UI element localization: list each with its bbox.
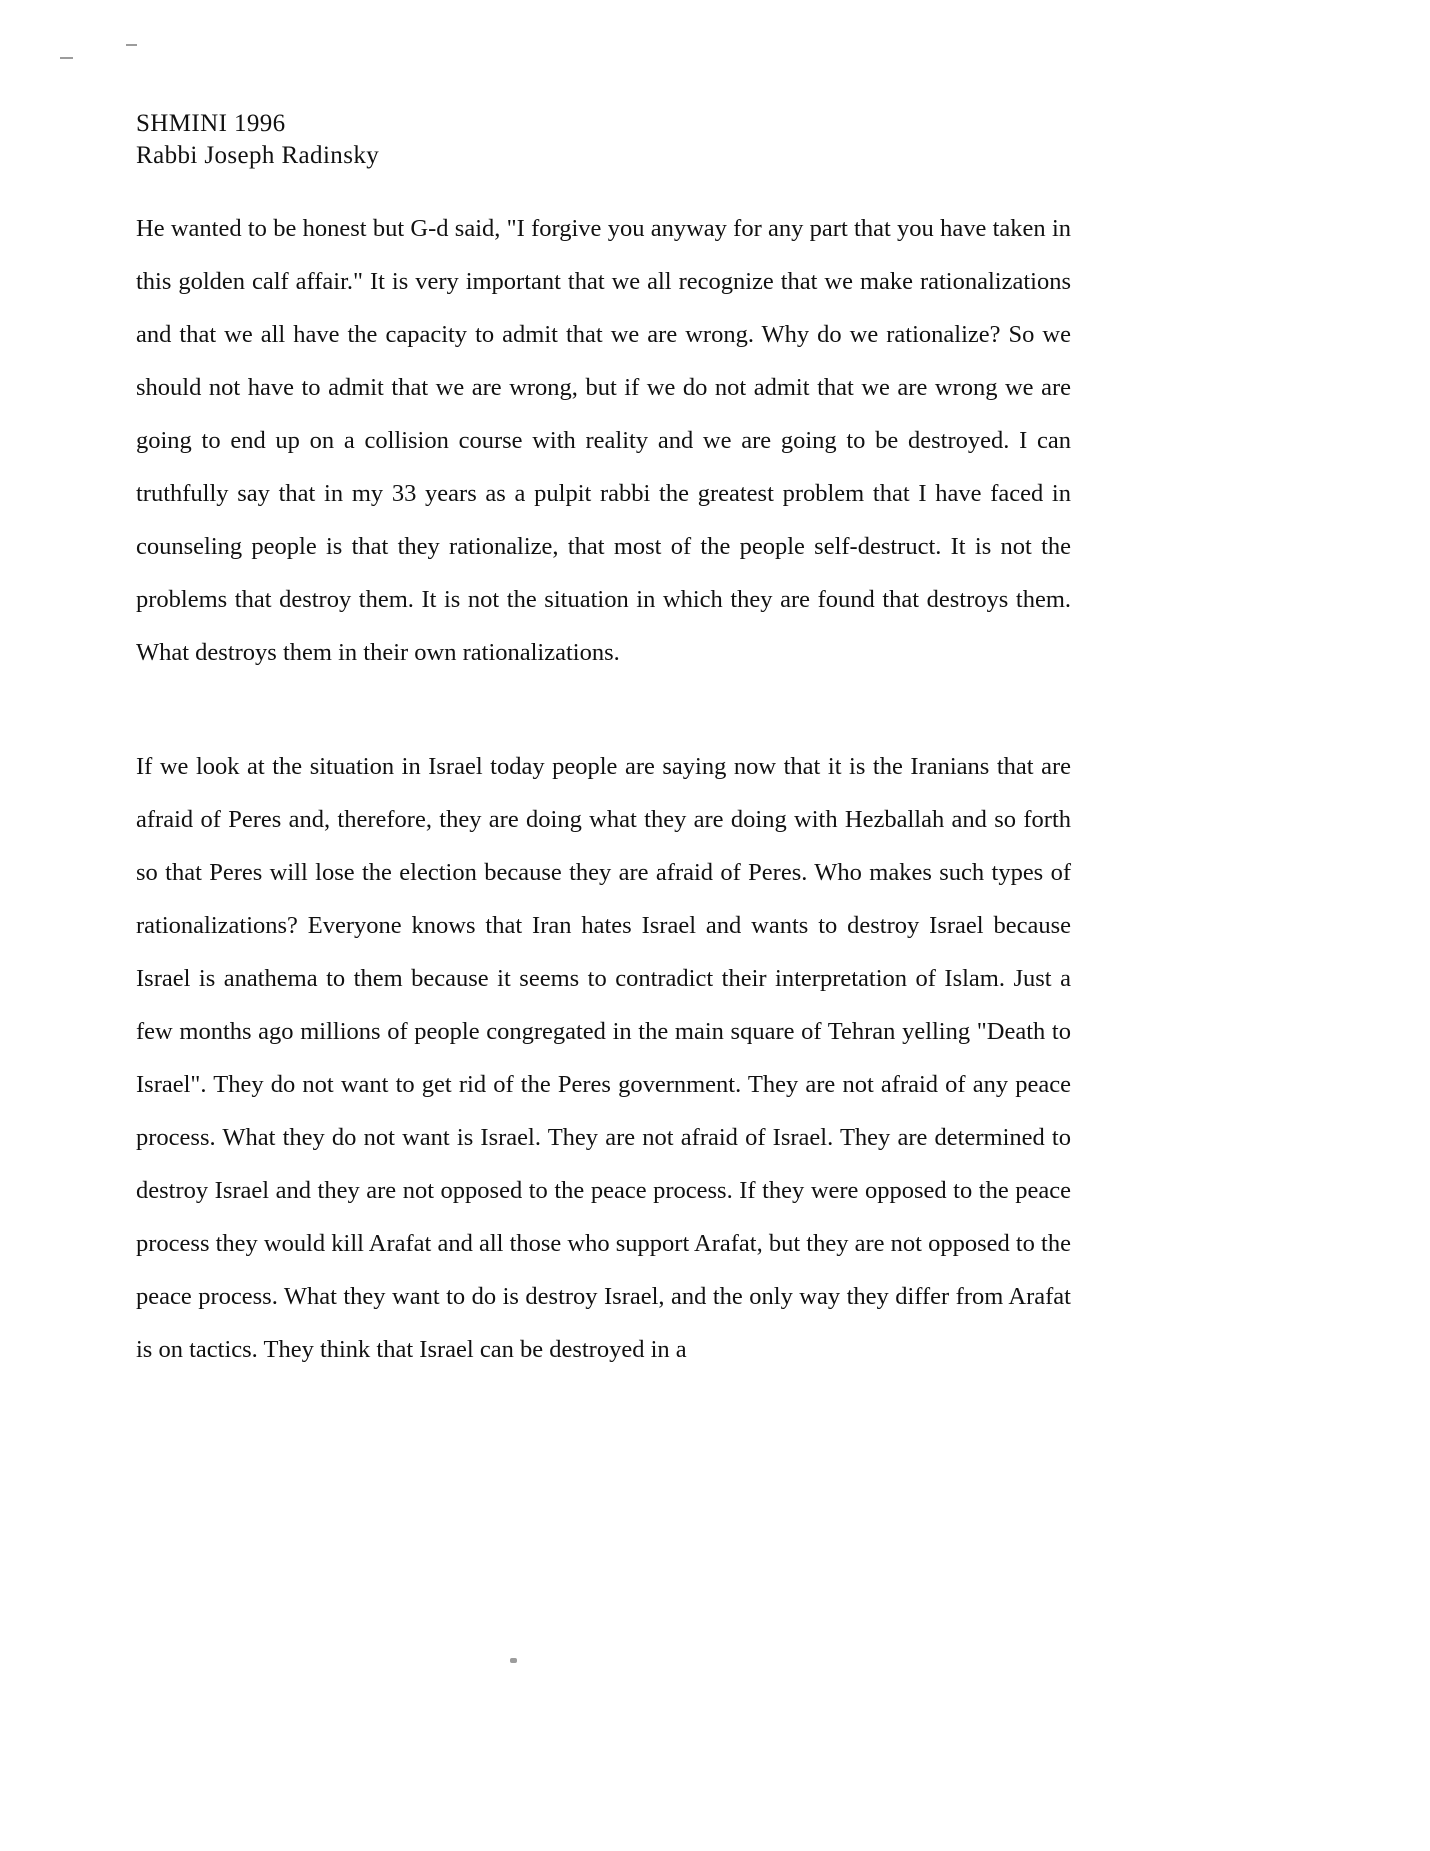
scan-artifact-top	[126, 44, 137, 46]
scan-artifact-bottom	[510, 1658, 517, 1663]
paragraph-2: If we look at the situation in Israel today people are saying now that it is the Iranians that are afraid of Peres and, therefore, they are doing what they are doing with Hezballah and so forth so that Peres will lose the election because they are afraid of Peres. Who makes such types of rationalizations? Everyone knows that Iran hates Israel and wants to destroy Israel because Israel is anathema to them because it seems to contradict their interpretation of Islam. Just a few months ago millions of people congregated in the main square of Tehran yelling "Death to Israel". They do not want to get rid of the Peres government. They are not afraid of any peace process. What they do not want is Israel. They are not afraid of Israel. They are determined to destroy Israel and they are not opposed to the peace process. If they were opposed to the peace process they would kill Arafat and all those who support Arafat, but they are not opposed to the peace process. What they want to do is destroy Israel, and the only way they differ from Arafat is on tactics. They think that Israel can be destroyed in a	[136, 753, 1071, 1363]
paragraph-1: He wanted to be honest but G-d said, "I forgive you anyway for any part that you have taken in this golden calf affair." It is very important that we all recognize that we make rationalizations and that we all have the capacity to admit that we are wrong. Why do we rationalize? So we should not have to admit that we are wrong, but if we do not admit that we are wrong we are going to end up on a collision course with reality and we are going to be destroyed. I can truthfully say that in my 33 years as a pulpit rabbi the greatest problem that I have faced in counseling people is that they rationalize, that most of the people self-destruct. It is not the problems that destroy them. It is not the situation in which they are found that destroys them. What destroys them in their own rationalizations.	[136, 215, 1071, 666]
document-author: Rabbi Joseph Radinsky	[136, 142, 380, 169]
scan-artifact-left	[60, 57, 73, 59]
document-title: SHMINI 1996	[136, 110, 286, 137]
document-body	[136, 108, 1071, 1376]
document-heading	[136, 108, 1071, 172]
